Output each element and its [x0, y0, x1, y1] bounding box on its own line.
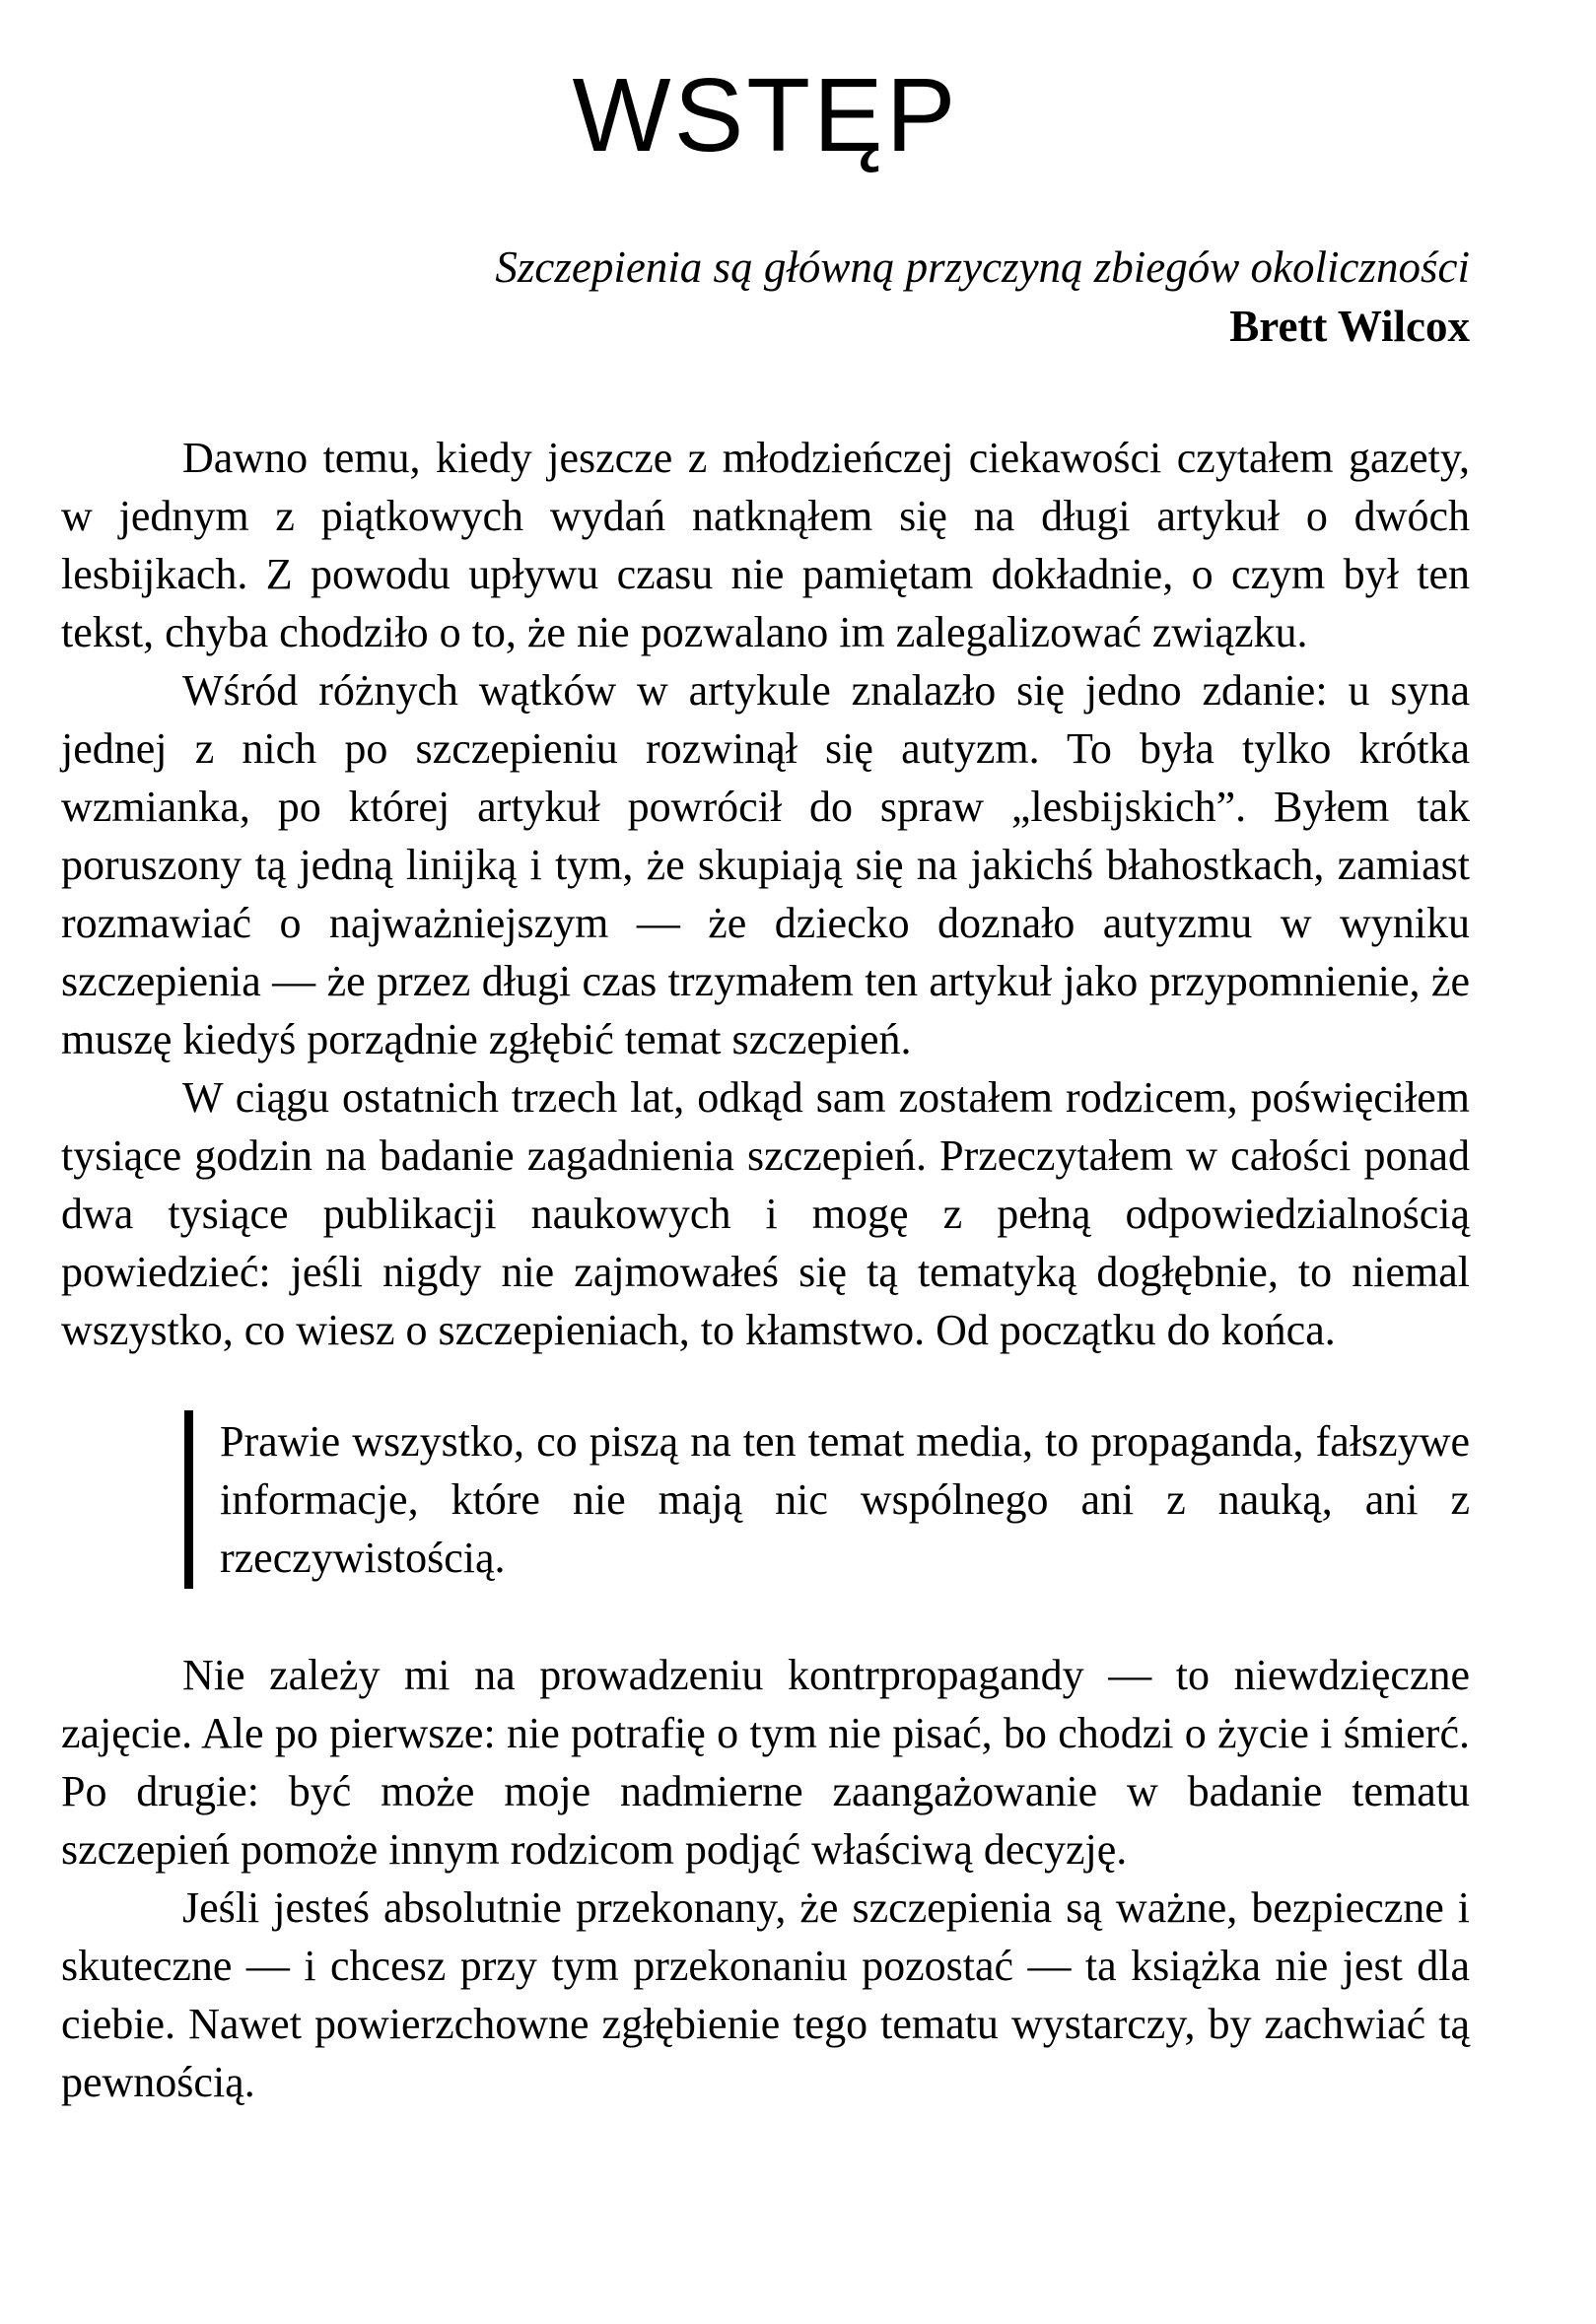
body-text	[61, 429, 1470, 2111]
chapter-title: WSTĘP	[572, 57, 959, 173]
pull-quote: Prawie wszystko, co piszą na ten temat media, to propaganda, fałszywe informacje, które nie mają nic wspólnego ani z nauką, ani z rzeczywistością.	[184, 1410, 1470, 1589]
paragraph-4: Nie zależy mi na prowadzeniu kontrpropagandy — to niewdzięczne zajęcie. Ale po pierwsze: nie potrafię o tym nie pisać, bo chodzi o życie i śmierć. Po drugie: być może moje nadmierne zaangażowanie w badanie tematu szczepień pomoże innym rodzicom podjąć właściwą decyzję.	[61, 1651, 1470, 1875]
paragraph-1: Dawno temu, kiedy jeszcze z młodzieńczej ciekawości czytałem gazety, w jednym z piątkowych wydań natknąłem się na długi artykuł o dwóch lesbijkach. Z powodu upływu czasu nie pamiętam dokładnie, o czym był ten tekst, chyba chodziło o to, że nie pozwalano im zalegalizować związku.	[61, 434, 1470, 657]
paragraph-5: Jeśli jesteś absolutnie przekonany, że szczepienia są ważne, bezpieczne i skuteczne — i chcesz przy tym przekonaniu pozostać — ta książka nie jest dla ciebie. Nawet powierzchowne zgłębienie tego tematu wystarczy, by zachwiać tą pewnością.	[61, 1883, 1470, 2107]
epigraph-author: Brett Wilcox	[1229, 302, 1470, 352]
paragraph-3: W ciągu ostatnich trzech lat, odkąd sam zostałem rodzicem, poświęciłem tysiące godzin na badanie zagadnienia szczepień. Przeczytałem w całości ponad dwa tysiące publikacji naukowych i mogę z pełną odpowiedzialnością powiedzieć: jeśli nigdy nie zajmowałeś się tą tematyką dogłębnie, to niemal wszystko, co wiesz o szczepieniach, to kłamstwo. Od początku do końca.	[61, 1073, 1470, 1355]
epigraph	[61, 238, 1470, 356]
paragraph-2: Wśród różnych wątków w artykule znalazło się jedno zdanie: u syna jednej z nich po szczepieniu rozwinął się autyzm. To była tylko krótka wzmianka, po której artykuł powrócił do spraw „lesbijskich”. Byłem tak poruszony tą jedną linijką i tym, że skupiają się na jakichś błahostkach, zamiast rozmawiać o najważniejszym — że dziecko doznało autyzmu w wyniku szczepienia — że przez długi czas trzymałem ten artykuł jako przypomnienie, że muszę kiedyś porządnie zgłębić temat szczepień.	[61, 666, 1470, 1064]
epigraph-quote: Szczepienia są główną przyczyną zbiegów okoliczności	[495, 242, 1470, 293]
